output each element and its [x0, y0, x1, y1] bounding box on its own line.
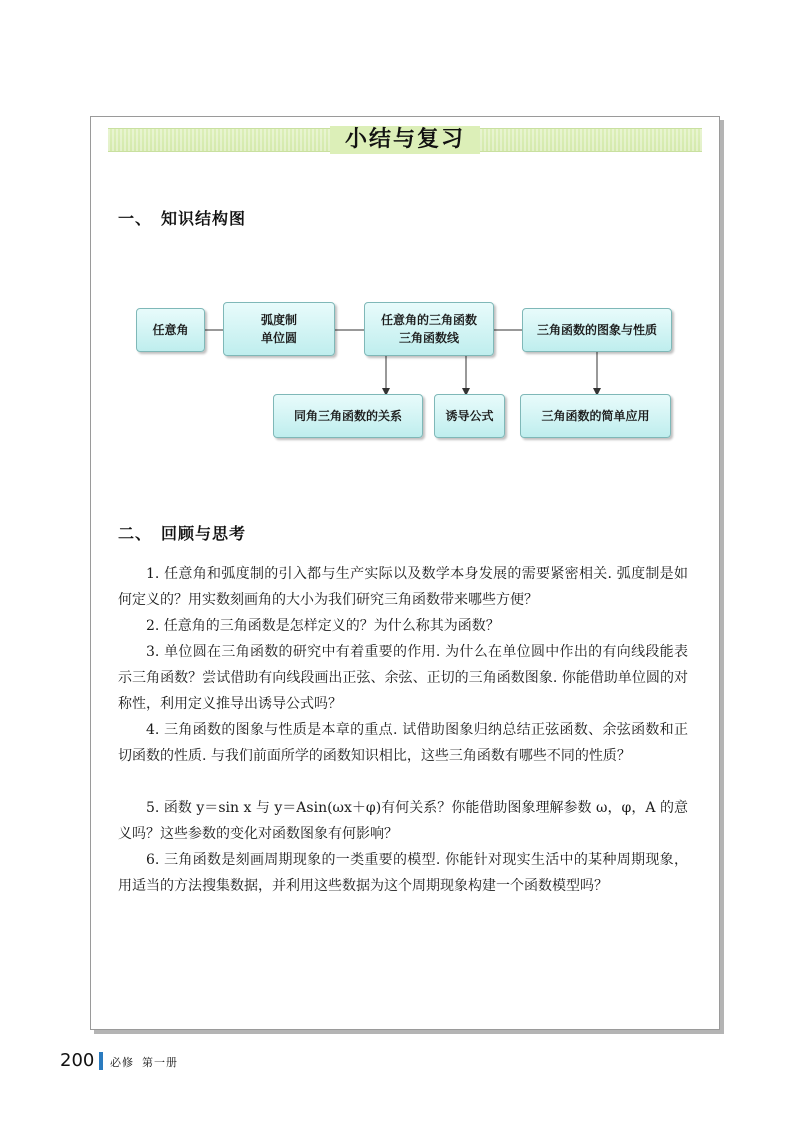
section-heading-knowledge-map: 一、 知识结构图 [118, 209, 247, 228]
review-question-6: 6. 三角函数是刻画周期现象的一类重要的模型. 你能针对现实生活中的某种周期现象，用适当的方法搜集数据，并利用这些数据为这个周期现象构建一个函数模型吗？ [118, 852, 688, 894]
node-simple-applications [520, 394, 671, 438]
page-number: 200 [60, 1050, 95, 1071]
node-arbitrary-angle [136, 308, 205, 352]
node-label: 任意角的三角函数 [380, 313, 477, 327]
node-label: 诱导公式 [445, 409, 494, 423]
review-question-3: 3. 单位圆在三角函数的研究中有着重要的作用. 为什么在单位圆中作出的有向线段能表示三角函数？尝试借助有向线段画出正弦、余弦、正切的三角函数图象. 你能借助单位圆的对称性，利用定义推导出诱导公式吗？ [118, 644, 688, 712]
node-label: 任意角 [152, 323, 189, 337]
section-heading-review: 二、 回顾与思考 [118, 524, 247, 543]
node-graph-properties [522, 308, 672, 352]
page-title: 小结与复习 [330, 126, 480, 154]
node-radian-unit-circle [223, 302, 335, 356]
node-same-angle-relations [273, 394, 423, 438]
footer-book: 必修 [110, 1056, 134, 1069]
review-question-4: 4. 三角函数的图象与性质是本章的重点. 试借助图象归纳总结正弦函数、余弦函数和正切函数的性质. 与我们前面所学的函数知识相比，这些三角函数有哪些不同的性质？ [118, 722, 688, 764]
node-trig-functions [364, 302, 494, 356]
node-induction-formulas [434, 394, 505, 438]
review-question-2: 2. 任意角的三角函数是怎样定义的？为什么称其为函数？ [146, 618, 500, 634]
footer-volume: 第一册 [142, 1056, 178, 1069]
node-label: 弧度制 [260, 313, 297, 327]
node-label: 三角函数的图象与性质 [536, 323, 657, 337]
node-label: 单位圆 [260, 331, 297, 345]
node-label: 三角函数的简单应用 [541, 409, 650, 423]
node-label: 三角函数线 [398, 331, 459, 345]
review-question-5: 5. 函数 y＝sin x 与 y＝Asin(ωx＋φ)有何关系？你能借助图象理解参数 ω，φ，A 的意义吗？这些参数的变化对函数图象有何影响？ [118, 800, 688, 842]
footer-accent-bar [99, 1052, 103, 1070]
node-label: 同角三角函数的关系 [293, 409, 402, 423]
running-footer [110, 1054, 178, 1070]
title-band [108, 128, 702, 152]
review-question-1: 1. 任意角和弧度制的引入都与生产实际以及数学本身发展的需要紧密相关. 弧度制是如何定义的？用实数刻画角的大小为我们研究三角函数带来哪些方便？ [118, 566, 688, 608]
